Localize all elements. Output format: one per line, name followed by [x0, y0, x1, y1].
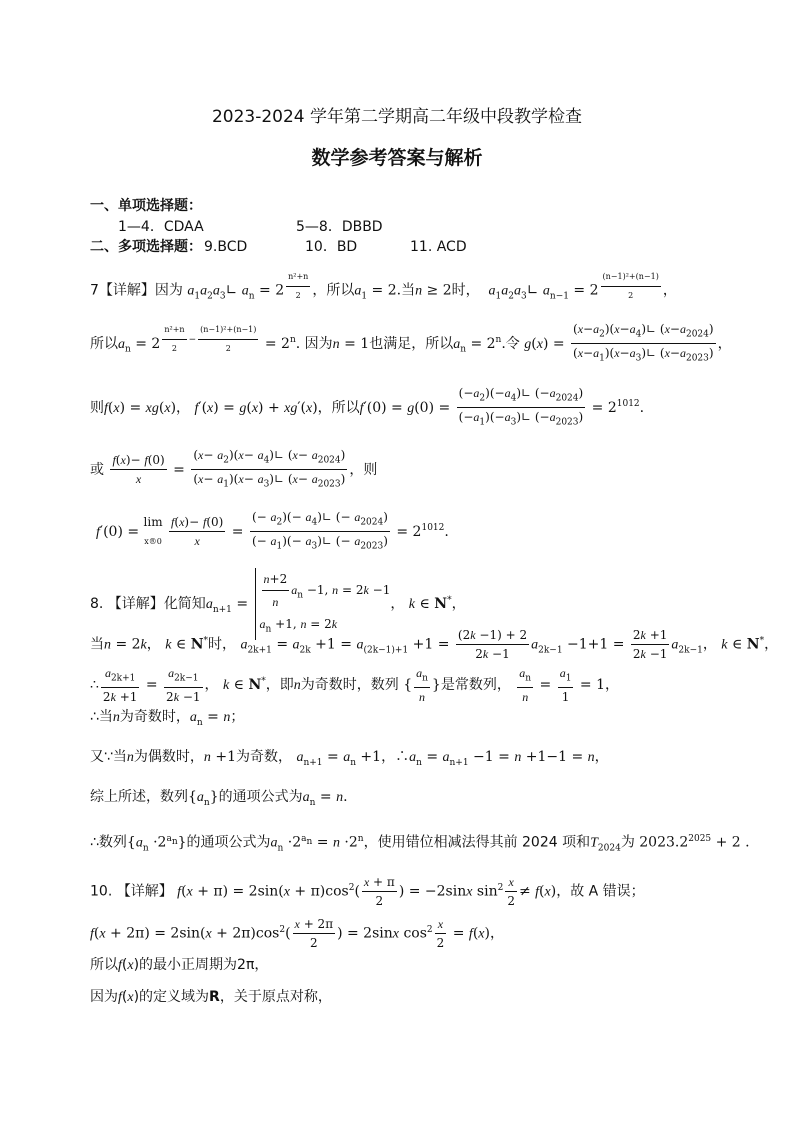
q7-line-3: 则f(x) = xg(x)， f′(x) = g(x) + xg′(x)，所以f′(0) = g(0) = $\frac{(-a_2)(-a_4)∟ (-a_{2024})}{(-a_1)(-a_3)∟ (-a_{2023})}$ = $2^{1012}$. [90, 386, 645, 428]
q7-tag: 7【详解】 [90, 282, 155, 299]
q8-line-6: 综上所述，数列$\{a_n\}$的通项公式为$a_n = n$. [90, 789, 348, 808]
section-multi-choice [90, 238, 202, 256]
q7-line-5: f′(0) = lim x®0 $\frac{f(x)- f(0)}{x}$ = $\frac{(- a_2)(- a_4)∟ (- a_{2024})}{(- a_1)(- a_3)∟ (- a_{2023})}$ = $2^{1012}$. [96, 510, 449, 552]
answers-5-8: 5—8．DBBD [296, 219, 383, 235]
section-label: 一、单项选择题： [90, 198, 202, 214]
answer-9: 9.BCD [204, 239, 248, 255]
q8-line-4: ∴当n为奇数时，$a_n = n$； [90, 709, 245, 728]
document-subtitle: 数学参考答案与解析 [311, 147, 483, 169]
q8-line-1: 8. 【详解】化简知$a_{n+1}$ = $\frac{n+2}{n}$ $a_n -1$, n = 2k −1 $a_n +1$, n = 2k， k ∈ N*， [90, 568, 466, 640]
q10-line-1: 10. 【详解】 $f(x + \pi) = 2\sin(x + \pi)\cos^2$( $\frac{x + \pi}{2}$ ) = −2sinx $\sin^2$ $\frac{x}{2}$ ≠ f(x)，故 A 错误； [90, 875, 645, 908]
answers-1-4: 1—4．CDAA [118, 219, 204, 235]
q10-line-4: 因为f(x)的定义域为R，关于原点对称， [90, 989, 332, 1005]
q10-line-3: 所以f(x)的最小正周期为2π， [90, 957, 269, 973]
q8-line-2: 当n = 2k， k ∈ N*时， $a_{2k+1} = a_{2k} +1 = a_{(2k-1)+1} +1$ = $\frac{(2k -1) + 2}{2k -1}$ $a_{2k-1} -1+1$ = $\frac{2k +1}{2k -1}$ $a_{2k-1}$， k ∈ N*， [90, 628, 779, 661]
q10-tag: 10. 【详解】 [90, 883, 173, 900]
q8-line-7: ∴数列$\{a_n \cdot 2^{a_n}\}$的通项公式为$a_n \cdot 2^{a_n} = n \cdot 2^n$，使用错位相减法得其前 2024 项和$T_{2024}$为 $2023.2^{2025} + 2$ . [90, 834, 750, 854]
q8-tag: 8. 【详解】 [90, 596, 164, 613]
section-label: 二、多项选择题： [90, 239, 202, 255]
q7-line-1: 7【详解】因为 $a_1a_2a_3∟$ $a_n = 2$ $^{\frac{\text{n²+n}}{2}}$ ，所以$a_1 = 2$.当n ≥ 2时， $a_1a_2a_3∟$ $a_{n-1} = 2$ $^{\frac{\text{(n−1)²+(n−1)}}{2}}$ ， [90, 268, 677, 305]
q8-line-5: 又∵当n为偶数时，n +1为奇数， $a_{n+1} = a_n +1$，$\therefore a_n = a_{n+1} -1 = n +1-1 = n$， [90, 749, 609, 768]
q7-line-4: 或 $\frac{f(x)- f(0)}{x}$ = $\frac{(x- a_2)(x- a_4)∟ (x- a_{2024})}{(x- a_1)(x- a_3)∟ (x- a_{2023})}$ ，则 [90, 448, 378, 490]
q7-line-2: 所以$a_n = 2$ $^{\frac{\text{n²+n}}{2} - \frac{\text{(n−1)²+(n−1)}}{2}}$ = $2^n$. 因为n = 1也满足，所以$a_n = 2^n$.令 g(x) = $\frac{(x-a_2)(x-a_4)∟ (x-a_{2024})}{(x-a_1)(x-a_3)∟ (x-a_{2023})}$ ， [90, 322, 732, 364]
document-title: 2023-2024 学年第二学期高二年级中段教学检查 [211, 107, 583, 127]
section-single-choice [90, 197, 202, 215]
q10-line-2: $f(x + 2\pi) = 2\sin(x + 2\pi)\cos^2$( $\frac{x + 2\pi}{2}$ ) = 2sinx $\cos^2$ $\frac{x}{2}$ = f(x)， [90, 917, 504, 950]
answer-11: 11. ACD [410, 239, 467, 255]
q8-line-3: ∴ $\frac{a_{2k+1}}{2k +1}$ = $\frac{a_{2k-1}}{2k -1}$ ， k ∈ N*，即n为奇数时，数列 { $\frac{a_n}{n}$ }是常数列， $\frac{a_n}{n}$ = $\frac{a_1}{1}$ = 1， [90, 666, 620, 705]
answer-10: 10．BD [305, 239, 358, 255]
